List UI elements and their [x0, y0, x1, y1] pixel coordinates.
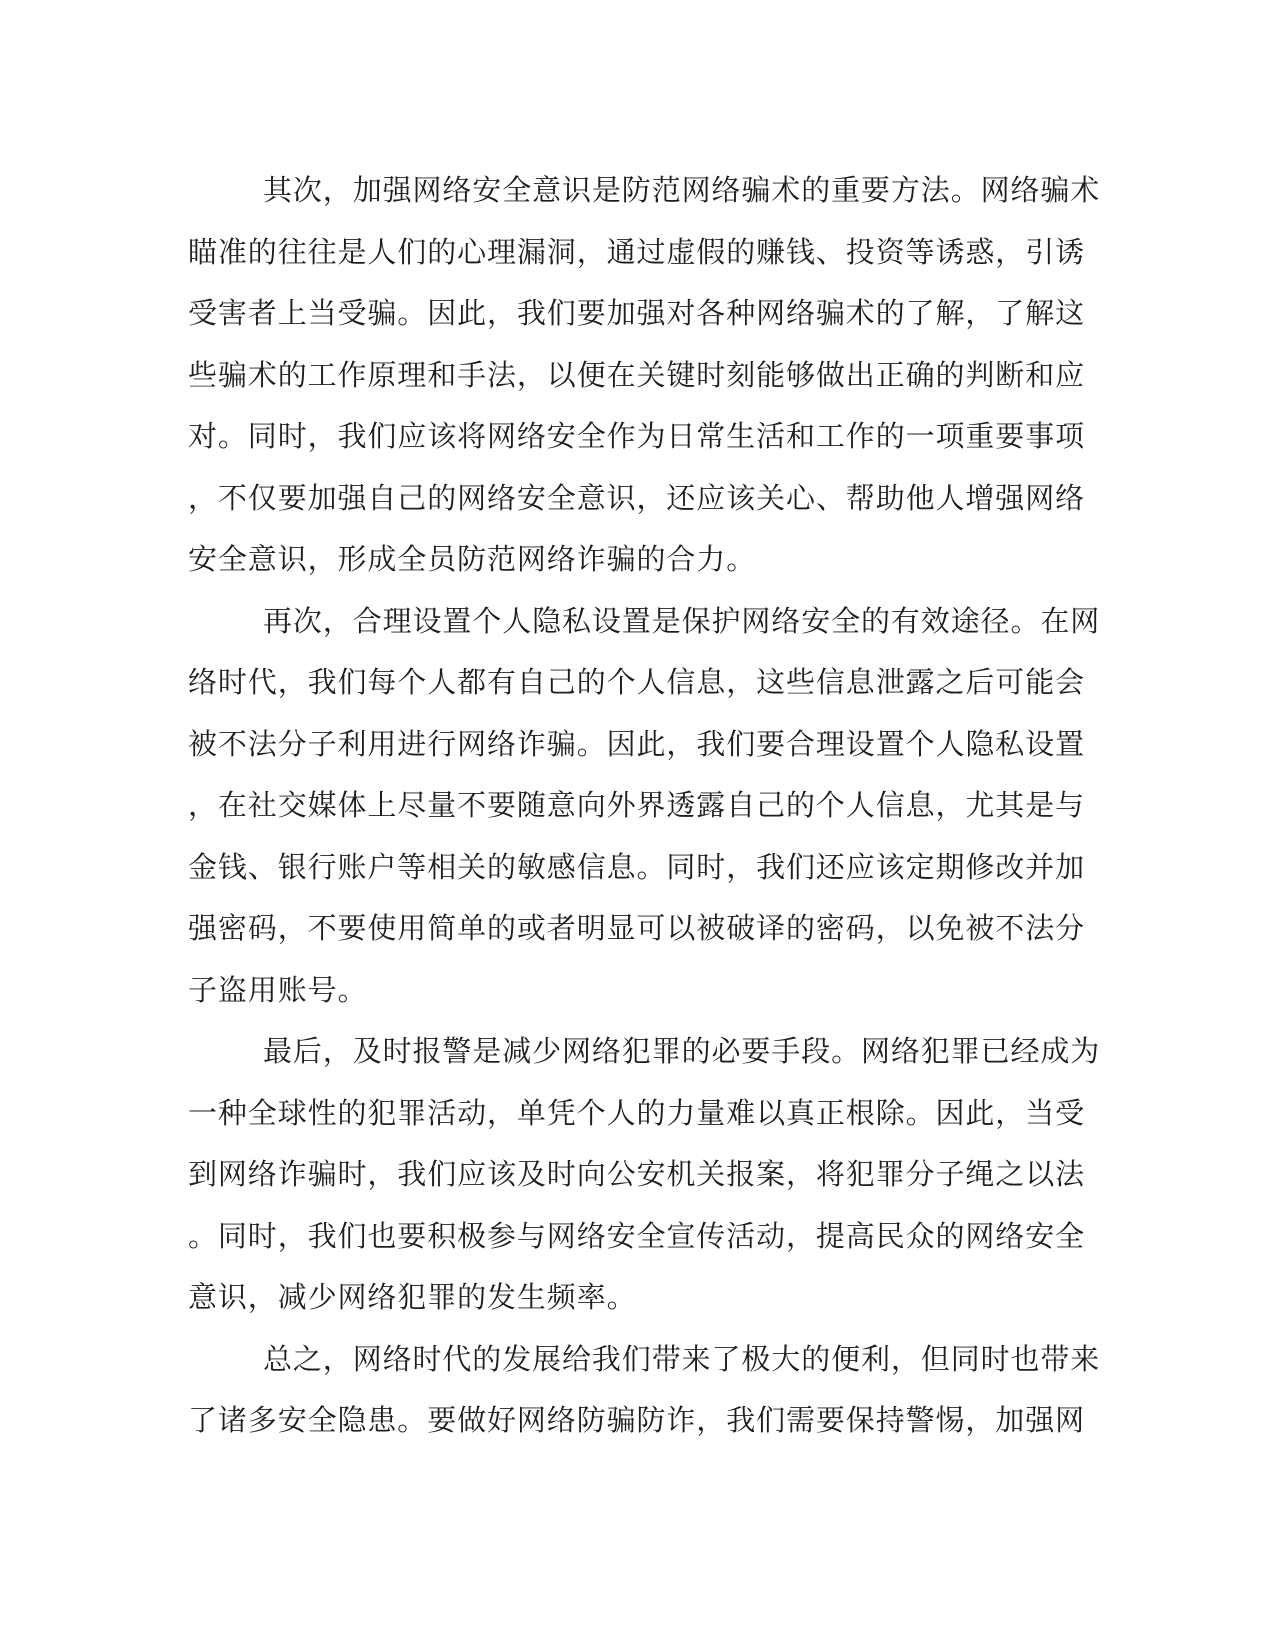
text-line: 到网络诈骗时，我们应该及时向公安机关报案，将犯罪分子绳之以法	[188, 1157, 1086, 1191]
text-line: 一种全球性的犯罪活动，单凭个人的力量难以真正根除。因此，当受	[188, 1095, 1086, 1130]
text-line: 强密码，不要使用简单的或者明显可以被破译的密码，以免被不法分	[188, 911, 1086, 945]
paragraph-report-police	[188, 1021, 1101, 1329]
text-line: 安全意识，形成全员防范网络诈骗的合力。	[188, 542, 757, 576]
text-line: 被不法分子利用进行网络诈骗。因此，我们要合理设置个人隐私设置	[188, 726, 1086, 761]
body-text	[188, 160, 1101, 1452]
paragraph-awareness	[188, 160, 1101, 591]
text-line: 瞄准的往往是人们的心理漏洞，通过虚假的赚钱、投资等诱惑，引诱	[188, 234, 1086, 269]
text-line: 最后，及时报警是减少网络犯罪的必要手段。网络犯罪已经成为	[263, 1034, 1101, 1068]
text-line: 意识，减少网络犯罪的发生频率。	[188, 1280, 637, 1314]
text-line: 受害者上当受骗。因此，我们要加强对各种网络骗术的了解，了解这	[188, 296, 1086, 330]
text-line: ，不仅要加强自己的网络安全意识，还应该关心、帮助他人增强网络	[188, 480, 1086, 515]
text-line: 些骗术的工作原理和手法，以便在关键时刻能够做出正确的判断和应	[188, 357, 1086, 392]
text-line: 了诸多安全隐患。要做好网络防骗防诈，我们需要保持警惕，加强网	[188, 1403, 1086, 1437]
text-line: 其次，加强网络安全意识是防范网络骗术的重要方法。网络骗术	[263, 173, 1101, 207]
text-line: 再次，合理设置个人隐私设置是保护网络安全的有效途径。在网	[263, 603, 1101, 638]
text-line: 。同时，我们也要积极参与网络安全宣传活动，提高民众的网络安全	[188, 1218, 1086, 1253]
text-line: 子盗用账号。	[188, 972, 368, 1007]
paragraph-privacy	[188, 591, 1101, 1022]
text-line: ，在社交媒体上尽量不要随意向外界透露自己的个人信息，尤其是与	[188, 788, 1086, 822]
text-line: 金钱、银行账户等相关的敏感信息。同时，我们还应该定期修改并加	[188, 849, 1086, 884]
text-line: 对。同时，我们应该将网络安全作为日常生活和工作的一项重要事项	[188, 419, 1086, 453]
paragraph-conclusion	[188, 1329, 1101, 1452]
text-line: 总之，网络时代的发展给我们带来了极大的便利，但同时也带来	[263, 1341, 1101, 1376]
text-line: 络时代，我们每个人都有自己的个人信息，这些信息泄露之后可能会	[188, 665, 1086, 699]
